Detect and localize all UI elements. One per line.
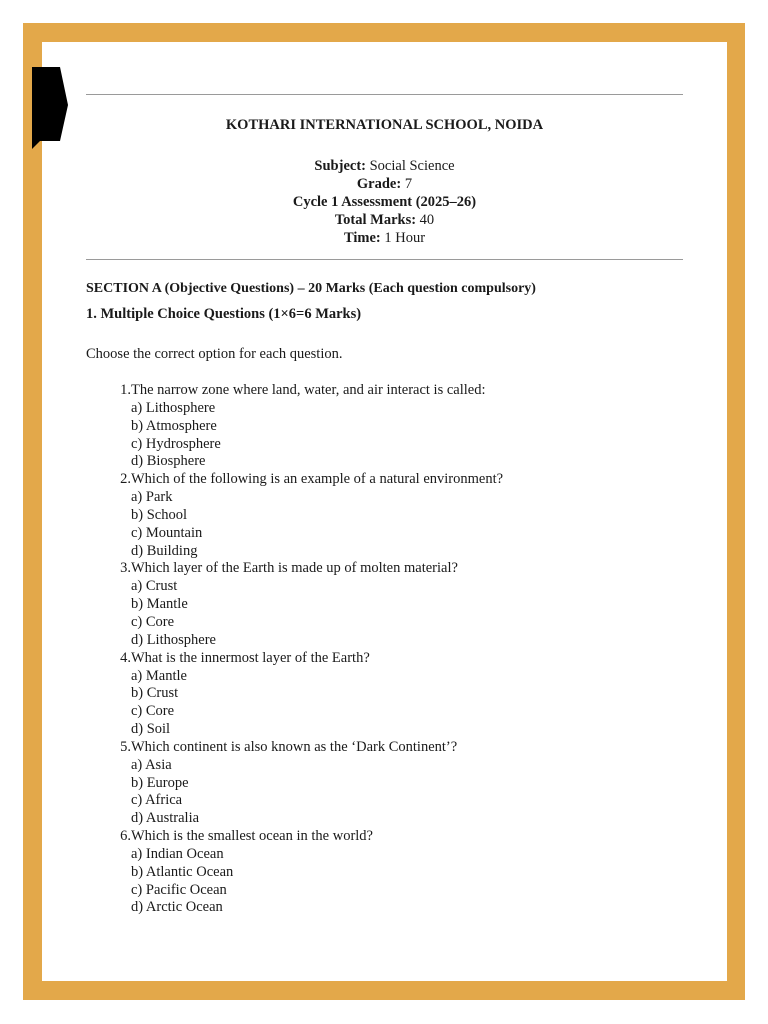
marks-label: Total Marks: [334, 212, 417, 228]
subject-label: Subject: [314, 158, 366, 174]
assessment-title: Cycle 1 Assessment (2025–26) [292, 194, 477, 210]
top-divider [86, 94, 683, 95]
question-number: 6. [120, 828, 131, 845]
question-text: Which of the following is an example of a natural environment? [131, 471, 504, 488]
grade-label: Grade: [356, 176, 402, 192]
option-c: c) Hydrosphere [131, 435, 221, 452]
mcq-heading: 1. Multiple Choice Questions (1×6=6 Marks) [86, 306, 362, 322]
option-a: a) Indian Ocean [131, 845, 224, 862]
question-number: 1. [120, 382, 131, 398]
option-c: c) Core [131, 613, 175, 630]
marks-value: 40 [419, 212, 435, 228]
time-label: Time: [343, 230, 381, 246]
question-text: What is the innermost layer of the Earth? [131, 649, 370, 666]
option-d: d) Australia [131, 810, 200, 827]
question-text: Which layer of the Earth is made up of molten material? [131, 560, 458, 577]
marks-line [86, 211, 683, 229]
question-text: The narrow zone where land, water, and air interact is called: [131, 382, 486, 398]
question-number: 2. [120, 471, 131, 488]
subject-line [86, 157, 683, 175]
option-d: d) Biosphere [131, 453, 206, 470]
question-text: Which continent is also known as the ‘Dark Continent’? [131, 738, 458, 755]
option-d: d) Lithosphere [131, 631, 216, 648]
option-a: a) Park [131, 489, 173, 506]
header-divider [86, 259, 683, 260]
option-c: c) Core [131, 703, 175, 720]
question-6 [86, 828, 686, 917]
question-1 [86, 382, 686, 471]
school-title: KOTHARI INTERNATIONAL SCHOOL, NOIDA [225, 117, 544, 133]
option-d: d) Building [131, 542, 198, 559]
question-number: 5. [120, 738, 131, 755]
option-c: c) Africa [131, 792, 183, 809]
option-a: a) Asia [131, 756, 172, 773]
option-b: b) School [131, 506, 187, 523]
time-line [86, 229, 683, 247]
instruction-text: Choose the correct option for each question. [86, 346, 343, 362]
time-value: 1 Hour [384, 230, 426, 246]
question-4 [86, 650, 686, 739]
question-number: 3. [120, 560, 131, 577]
grade-line [86, 175, 683, 193]
question-3 [86, 560, 686, 649]
option-b: b) Atlantic Ocean [131, 863, 234, 880]
question-5 [86, 739, 686, 828]
exam-info [86, 157, 683, 247]
option-a: a) Crust [131, 578, 178, 595]
question-2 [86, 471, 686, 560]
option-a: a) Mantle [131, 667, 187, 684]
assessment-line [86, 193, 683, 211]
grade-value: 7 [404, 176, 413, 192]
question-number: 4. [120, 649, 131, 666]
option-b: b) Crust [131, 685, 179, 702]
question-list [86, 382, 686, 917]
section-a-heading: SECTION A (Objective Questions) – 20 Marks (Each question compulsory) [86, 281, 536, 296]
question-text: Which is the smallest ocean in the world? [131, 828, 373, 845]
option-d: d) Arctic Ocean [131, 899, 223, 916]
option-b: b) Europe [131, 774, 189, 791]
option-c: c) Mountain [131, 524, 203, 541]
option-a: a) Lithosphere [131, 399, 216, 416]
subject-value: Social Science [369, 158, 455, 174]
option-b: b) Atmosphere [131, 417, 217, 434]
option-c: c) Pacific Ocean [131, 881, 227, 898]
bookmark-tab-icon [32, 67, 68, 149]
option-d: d) Soil [131, 721, 171, 738]
option-b: b) Mantle [131, 596, 188, 613]
